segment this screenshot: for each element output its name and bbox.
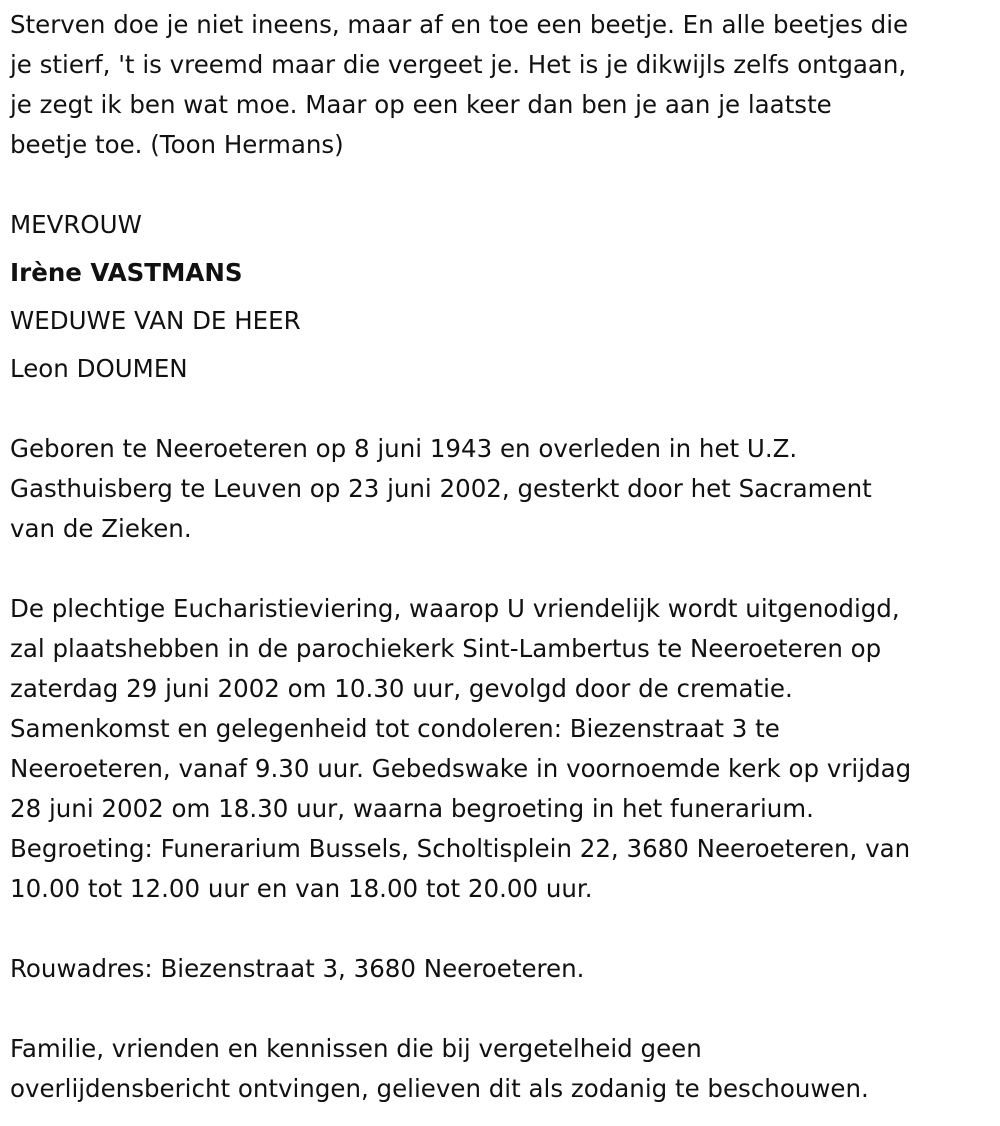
closing-line: Familie, vrienden en kennissen die bij vergetelheid geen: [10, 1034, 702, 1063]
spouse-name: Leon DOUMEN: [10, 354, 188, 383]
quote-line: je stierf, 't is vreemd maar die vergeet je. Het is je dikwijls zelfs ontgaan,: [10, 50, 907, 79]
obituary-document: [10, 5, 995, 1109]
spacer: [10, 989, 995, 1029]
spacer: [10, 549, 995, 589]
ceremony-line: zal plaatshebben in de parochiekerk Sint-Lambertus te Neeroeteren op: [10, 634, 882, 663]
ceremony-line: zaterdag 29 juni 2002 om 10.30 uur, gevolgd door de crematie.: [10, 674, 793, 703]
ceremony-line: Begroeting: Funerarium Bussels, Scholtisplein 22, 3680 Neeroeteren, van: [10, 834, 911, 863]
spacer: [10, 165, 995, 205]
ceremony-line: Samenkomst en gelegenheid tot condoleren: Biezenstraat 3 te: [10, 714, 780, 743]
deceased-block: [10, 201, 995, 393]
address-paragraph: [10, 949, 995, 989]
quote-line: Sterven doe je niet ineens, maar af en toe een beetje. En alle beetjes die: [10, 10, 909, 39]
ceremony-line: De plechtige Eucharistieviering, waarop U vriendelijk wordt uitgenodigd,: [10, 594, 900, 623]
deceased-relation: WEDUWE VAN DE HEER: [10, 306, 301, 335]
quote-paragraph: [10, 5, 995, 165]
quote-line: je zegt ik ben wat moe. Maar op een keer dan ben je aan je laatste: [10, 90, 832, 119]
birth-death-line: van de Zieken.: [10, 514, 192, 543]
spacer: [10, 389, 995, 429]
ceremony-line: 10.00 tot 12.00 uur en van 18.00 tot 20.00 uur.: [10, 874, 593, 903]
ceremony-line: 28 juni 2002 om 18.30 uur, waarna begroeting in het funerarium.: [10, 794, 814, 823]
closing-line: overlijdensbericht ontvingen, gelieven dit als zodanig te beschouwen.: [10, 1074, 869, 1103]
spacer: [10, 909, 995, 949]
birth-death-paragraph: [10, 429, 995, 549]
address-line: Rouwadres: Biezenstraat 3, 3680 Neeroeteren.: [10, 954, 585, 983]
closing-paragraph: [10, 1029, 995, 1109]
birth-death-line: Geboren te Neeroeteren op 8 juni 1943 en overleden in het U.Z.: [10, 434, 798, 463]
ceremony-paragraph: [10, 589, 995, 909]
birth-death-line: Gasthuisberg te Leuven op 23 juni 2002, gesterkt door het Sacrament: [10, 474, 872, 503]
deceased-title: MEVROUW: [10, 210, 142, 239]
deceased-name: Irène VASTMANS: [10, 258, 243, 287]
ceremony-line: Neeroeteren, vanaf 9.30 uur. Gebedswake in voornoemde kerk op vrijdag: [10, 754, 912, 783]
quote-line: beetje toe. (Toon Hermans): [10, 130, 344, 159]
